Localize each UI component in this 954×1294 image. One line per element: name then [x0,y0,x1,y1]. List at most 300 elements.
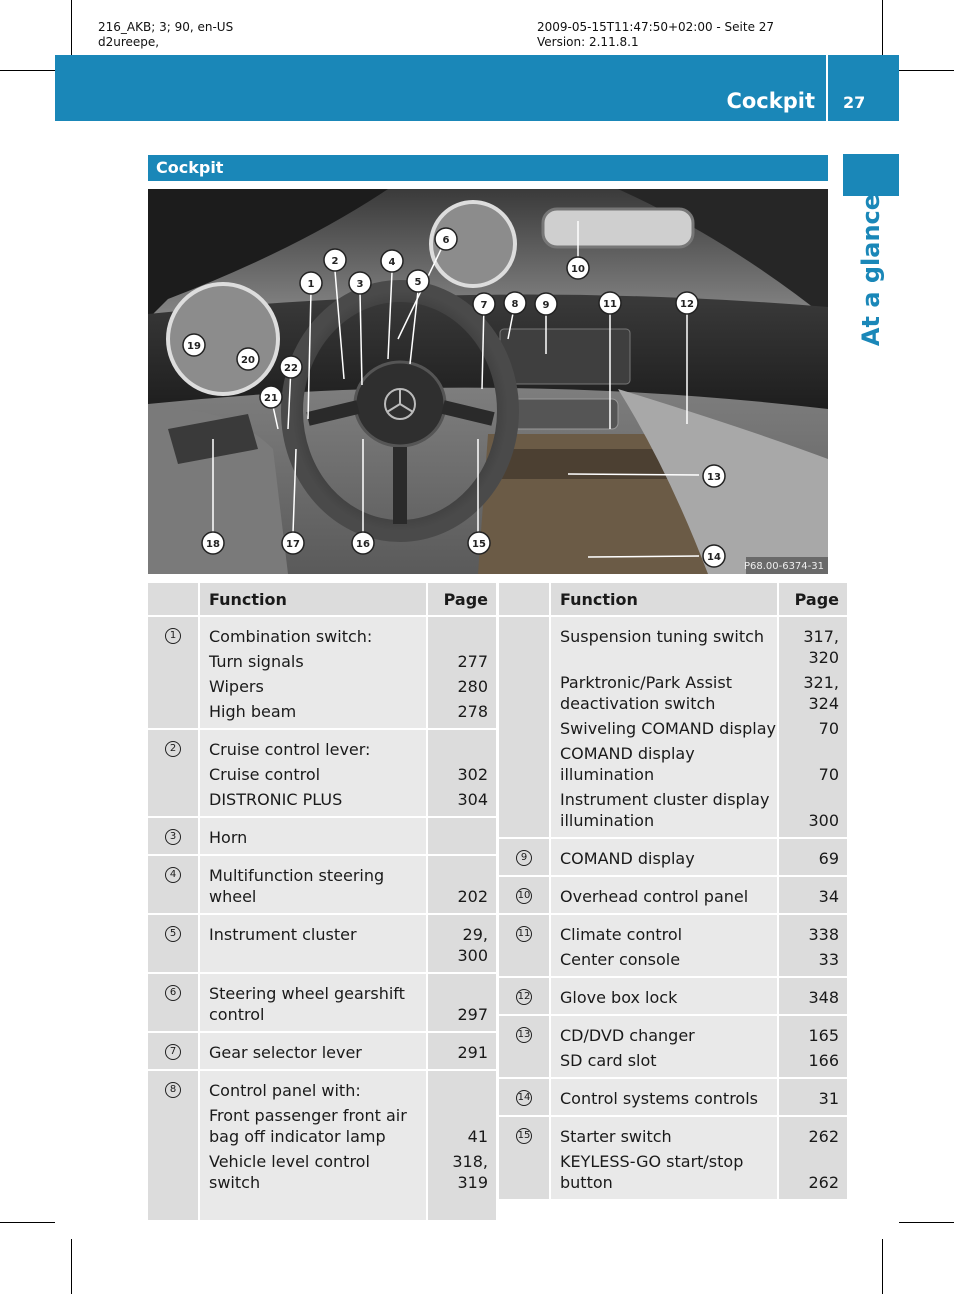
page-ref: 348 [808,988,839,1007]
row-number-cell [148,1032,199,1070]
function-cell [199,973,427,1032]
page-ref: 33 [818,950,839,969]
cell-spacer [428,1193,488,1199]
callout-16 [352,532,374,554]
row-number: 15 [516,1128,532,1144]
table-row [148,1032,496,1070]
cell-spacer [560,1008,777,1014]
cell-spacer [209,915,426,924]
row-number-cell [499,914,550,977]
callout-label: 7 [480,300,488,311]
function-text: Swiveling COMAND display [560,719,776,738]
callout-1 [300,272,322,294]
header-function: Function [199,583,427,616]
callout-label: 4 [388,257,396,268]
page-ref: 165 [808,1026,839,1045]
callout-label: 9 [542,300,550,311]
row-number: 6 [165,985,181,1001]
page-ref: 34 [818,887,839,906]
page-ref: 69 [818,849,839,868]
page-ref [779,1151,839,1172]
function-cell [199,855,427,914]
crop-mark [882,1239,883,1294]
function-text [560,647,777,668]
callout-12 [676,292,698,314]
callout-label: 22 [284,363,298,374]
function-text: Steering wheel gearshift [209,984,405,1003]
function-text: Control panel with: [209,1081,361,1100]
cell-spacer [560,1193,777,1199]
callout-6 [435,228,457,250]
row-number-cell [148,1070,199,1221]
callout-label: 19 [187,341,201,352]
page-ref: 304 [457,790,488,809]
function-text: Wipers [209,677,264,696]
function-cell [550,838,778,876]
page-ref: 277 [457,652,488,671]
page-ref [779,789,839,810]
crop-mark [0,1222,55,1223]
page-cell [427,855,496,914]
function-text: bag off indicator lamp [209,1127,386,1146]
function-cell [199,914,427,973]
table-row [148,914,496,973]
function-text: control [209,1005,265,1024]
page-cell [427,914,496,973]
page-ref: 324 [808,694,839,713]
function-text: Combination switch: [209,627,373,646]
callout-label: 13 [707,472,721,483]
callout-10 [567,257,589,279]
meta-line: 216_AKB; 3; 90, en-US [98,20,234,34]
row-number-cell [148,616,199,729]
cell-spacer [209,974,426,983]
page-cell [427,1032,496,1070]
page-ref: 291 [457,1043,488,1062]
function-text: KEYLESS-GO start/stop [560,1152,744,1171]
callout-20 [237,348,259,370]
callout-8 [504,292,526,314]
function-text: deactivation switch [560,694,716,713]
cell-spacer [428,907,488,913]
cell-spacer [209,907,426,913]
cell-spacer [428,722,488,728]
callout-label: 2 [331,256,339,267]
cell-spacer [428,856,488,865]
cell-spacer [779,1008,839,1014]
page-ref: 319 [457,1173,488,1192]
crop-mark [899,1222,954,1223]
function-text [209,945,426,966]
row-number: 3 [165,829,181,845]
function-text: Front passenger front air [209,1106,407,1125]
function-text: SD card slot [560,1051,657,1070]
function-text: Turn signals [209,652,304,671]
page-ref: 278 [457,702,488,721]
crop-mark [71,1239,72,1294]
page-ref [428,983,488,1004]
callout-label: 16 [356,539,370,550]
function-text: CD/DVD changer [560,1026,695,1045]
callout-label: 12 [680,299,694,310]
callout-label: 15 [472,539,486,550]
cell-spacer [209,848,426,854]
cockpit-figure [148,189,828,574]
crop-mark [0,70,55,71]
table-row [499,1116,847,1200]
page-ref [428,739,488,760]
callout-5 [407,270,429,292]
callout-21 [260,386,282,408]
table-row [148,855,496,914]
page-ref: 317, [803,627,839,646]
row-number-cell [499,1015,550,1078]
row-number: 11 [516,926,532,942]
callout-3 [349,272,371,294]
cell-spacer [209,730,426,739]
cell-spacer [209,722,426,728]
page-ref: 297 [457,1005,488,1024]
function-cell [550,914,778,977]
page-ref: 300 [457,946,488,965]
page-ref [428,865,488,886]
cell-spacer [209,1214,426,1220]
cell-spacer [779,1117,839,1126]
table-row [499,616,847,838]
table-row [499,1015,847,1078]
table-row [148,1070,496,1221]
page-cell [778,1078,847,1116]
row-number-cell [499,838,550,876]
function-cell [199,616,427,729]
page-ref: 166 [808,1051,839,1070]
function-cell [550,1015,778,1078]
cell-spacer [779,839,839,848]
cell-spacer [779,1071,839,1077]
function-text: Starter switch [560,1127,672,1146]
cell-spacer [209,818,426,827]
callout-label: 21 [264,393,278,404]
row-number-cell [499,1116,550,1200]
cell-spacer [428,818,488,827]
cell-spacer [428,974,488,983]
cell-spacer [560,915,777,924]
row-number-cell [499,616,550,838]
callout-label: 10 [571,264,585,275]
page-ref [428,827,488,848]
page-header [55,55,899,121]
table-row [148,729,496,817]
function-text: DISTRONIC PLUS [209,790,343,809]
callout-4 [381,250,403,272]
header-page: Page [427,583,496,616]
row-number: 2 [165,741,181,757]
cell-spacer [560,978,777,987]
table-row [148,616,496,729]
cell-spacer [560,1071,777,1077]
header-title: Cockpit [726,89,815,113]
page-ref: 300 [808,811,839,830]
function-text: COMAND display [560,849,695,868]
page-ref: 318, [452,1152,488,1171]
table-row [499,838,847,876]
page-ref: 70 [818,719,839,738]
figure-code: P68.00-6374-31 [743,561,824,572]
callout-label: 17 [286,539,300,550]
page-ref [779,743,839,764]
function-text: Overhead control panel [560,887,749,906]
table-row [148,817,496,855]
function-text: Instrument cluster [209,925,357,944]
function-text: Cruise control lever: [209,740,371,759]
print-meta-left [98,20,233,50]
cell-spacer [779,978,839,987]
row-number: 12 [516,989,532,1005]
header-num-cell [148,583,199,616]
function-text: wheel [209,887,257,906]
function-text: Horn [209,828,248,847]
table-row [499,914,847,977]
callout-18 [202,532,224,554]
function-table-left [148,583,496,1222]
header-function: Function [550,583,778,616]
cell-spacer [428,1025,488,1031]
cell-spacer [779,1016,839,1025]
function-cell [550,1116,778,1200]
page-ref: 302 [457,765,488,784]
cell-spacer [779,915,839,924]
page-ref: 202 [457,887,488,906]
callout-13 [703,465,725,487]
print-meta-right [537,20,774,50]
meta-line: d2ureepe, [98,35,160,49]
cell-spacer [779,831,839,837]
page-ref [428,626,488,647]
function-cell [199,817,427,855]
function-text: Climate control [560,925,683,944]
function-text: Instrument cluster display [560,790,770,809]
function-text: Center console [560,950,681,969]
side-tab-marker [843,154,899,196]
cell-spacer [209,1033,426,1042]
callout-19 [183,334,205,356]
page-cell [427,729,496,817]
page-ref: 321, [803,673,839,692]
crop-mark [899,70,954,71]
cell-spacer [209,810,426,816]
page-cell [427,973,496,1032]
cell-spacer [560,1079,777,1088]
section-heading [148,155,828,181]
row-number-cell [499,1078,550,1116]
table-header-row [499,583,847,616]
function-text: illumination [560,811,655,830]
callout-17 [282,532,304,554]
function-text: Glove box lock [560,988,678,1007]
function-cell [199,1032,427,1070]
cell-spacer [779,1079,839,1088]
row-number: 5 [165,926,181,942]
row-number-cell [148,914,199,973]
row-number: 4 [165,867,181,883]
function-text: Multifunction steering [209,866,385,885]
table-row [499,1078,847,1116]
row-number-cell [148,855,199,914]
callout-14 [703,545,725,567]
callout-label: 5 [414,277,422,288]
page-ref: 262 [808,1127,839,1146]
function-cell [550,977,778,1015]
row-number-cell [499,876,550,914]
page-ref [428,1080,488,1101]
table-row [499,977,847,1015]
row-number-cell [499,977,550,1015]
function-text: Cruise control [209,765,321,784]
page-cell [778,616,847,838]
function-cell [550,1078,778,1116]
page-ref [428,1105,488,1126]
meta-line: 2009-05-15T11:47:50+02:00 - Seite 27 [537,20,775,34]
page-cell [778,838,847,876]
cell-spacer [560,877,777,886]
cell-spacer [428,730,488,739]
callout-9 [535,293,557,315]
cell-spacer [428,966,488,972]
row-number: 10 [516,888,532,904]
function-text: Vehicle level control switch [209,1152,370,1192]
cell-spacer [209,1063,426,1069]
page-ref: 31 [818,1089,839,1108]
table-header-row [148,583,496,616]
callout-11 [599,292,621,314]
page-cell [778,977,847,1015]
cell-spacer [560,617,777,626]
cell-spacer [209,856,426,865]
page-cell [778,1015,847,1078]
cell-spacer [779,907,839,913]
cell-spacer [560,907,777,913]
cell-spacer [779,970,839,976]
row-number: 8 [165,1082,181,1098]
header-num-cell [499,583,550,616]
crop-mark [882,0,883,55]
page-ref: 338 [808,925,839,944]
section-title: Cockpit [156,158,224,177]
cell-spacer [560,970,777,976]
page-cell [778,1116,847,1200]
cell-spacer [560,839,777,848]
cell-spacer [779,1109,839,1115]
cell-spacer [560,831,777,837]
page-ref: 280 [457,677,488,696]
cell-spacer [428,1071,488,1080]
callout-label: 1 [307,279,315,290]
function-cell [199,1070,427,1221]
function-cell [550,616,778,838]
function-text: High beam [209,702,297,721]
callout-15 [468,532,490,554]
row-number-cell [148,973,199,1032]
header-page: Page [778,583,847,616]
header-divider [826,55,828,121]
cell-spacer [560,1016,777,1025]
cell-spacer [209,617,426,626]
row-number: 13 [516,1027,532,1043]
cell-spacer [428,810,488,816]
function-text [209,1193,426,1214]
row-number: 1 [165,628,181,644]
callout-label: 14 [707,552,721,563]
page-ref: 70 [818,765,839,784]
callout-label: 11 [603,299,617,310]
row-number-cell [148,729,199,817]
function-text: COMAND display [560,744,695,763]
cell-spacer [779,1193,839,1199]
function-text: Suspension tuning switch [560,627,765,646]
function-table-right [499,583,847,1201]
cell-spacer [428,848,488,854]
row-number: 9 [516,850,532,866]
cell-spacer [560,1109,777,1115]
function-cell [550,876,778,914]
page-ref: 41 [467,1127,488,1146]
cell-spacer [779,869,839,875]
callout-label: 20 [241,355,255,366]
callout-label: 3 [356,279,364,290]
cell-spacer [209,1071,426,1080]
callout-22 [280,356,302,378]
side-tab-label: At a glance [857,193,885,347]
page-ref: 29, [462,925,488,944]
cell-spacer [779,617,839,626]
callout-label: 6 [442,235,450,246]
page-cell [427,817,496,855]
cell-spacer [428,1033,488,1042]
page-number: 27 [843,93,866,112]
callout-2 [324,249,346,271]
row-number: 14 [516,1090,532,1106]
page-cell [778,914,847,977]
page-ref: 262 [808,1173,839,1192]
row-number: 7 [165,1044,181,1060]
cell-spacer [560,869,777,875]
page-ref: 320 [808,648,839,667]
page-cell [427,616,496,729]
cell-spacer [560,1117,777,1126]
page-cell [778,876,847,914]
callout-label: 18 [206,539,220,550]
table-row [148,973,496,1032]
cell-spacer [428,1063,488,1069]
row-number-cell [148,817,199,855]
cell-spacer [428,915,488,924]
callout-7 [473,293,495,315]
crop-mark [71,0,72,55]
table-row [499,876,847,914]
function-cell [199,729,427,817]
function-text: Control systems controls [560,1089,758,1108]
meta-line: Version: 2.11.8.1 [537,35,639,49]
function-text: Gear selector lever [209,1043,362,1062]
cell-spacer [209,1025,426,1031]
cell-spacer [779,877,839,886]
cell-spacer [428,617,488,626]
function-text: button [560,1173,613,1192]
page-cell [427,1070,496,1221]
cell-spacer [209,966,426,972]
callout-label: 8 [511,299,519,310]
function-text: Parktronic/Park Assist [560,673,732,692]
